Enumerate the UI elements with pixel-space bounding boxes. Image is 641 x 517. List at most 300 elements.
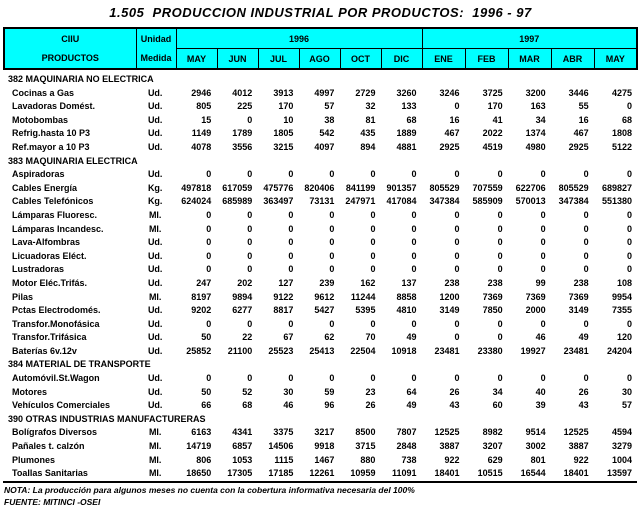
cell-value: 9202 [191,305,212,316]
cell-value: 0 [247,264,253,275]
row-unit: Kg. [147,196,163,207]
cell-value: 8197 [191,291,212,302]
cell-value: 0 [329,237,335,248]
cell-value: 81 [365,114,376,125]
cell-value: 0 [540,169,546,180]
row-unit: Ud. [147,305,163,316]
cell-value: 50 [201,386,212,397]
cell-value: 162 [360,277,376,288]
header-unidad-label: Unidad [140,33,172,44]
cell-value: 0 [497,264,503,275]
cell-value: 0 [329,264,335,275]
cell-value: 23481 [563,345,589,356]
cell-value: 497818 [181,182,212,193]
cell-value: 18401 [563,468,589,479]
cell-value: 49 [406,332,417,343]
month-header-1996: DIC [381,49,422,70]
cell-value: 347384 [429,196,460,207]
cell-value: 2925 [439,141,460,152]
cell-value: 0 [626,169,632,180]
cell-value: 67 [283,332,294,343]
cell-value: 0 [497,223,503,234]
cell-value: 570013 [515,196,546,207]
cell-value: 16 [578,114,589,125]
month-header-1996: MAY [176,49,217,70]
cell-value: 0 [626,237,632,248]
row-unit: Ud. [147,400,163,411]
cell-value: 73131 [309,196,335,207]
cell-value: 0 [288,223,294,234]
cell-value: 4012 [232,87,253,98]
cell-value: 3887 [439,441,460,452]
cell-value: 4519 [482,141,503,152]
cell-value: 801 [530,454,546,465]
cell-value: 0 [454,264,460,275]
cell-value: 0 [626,101,632,112]
cell-value: 238 [573,277,589,288]
cell-value: 2729 [355,87,376,98]
cell-value: 0 [329,318,335,329]
cell-value: 24204 [606,345,632,356]
cell-value: 0 [454,209,460,220]
table-row [3,250,637,264]
cell-value: 7850 [482,305,503,316]
cell-value: 7369 [568,291,589,302]
table-row [3,223,637,237]
header-unidad-medida [136,28,176,69]
cell-value: 9612 [314,291,335,302]
section-row [3,358,637,372]
row-unit: Kg. [147,182,163,193]
month-header-1997: MAR [508,49,551,70]
cell-value: 0 [247,373,253,384]
row-label: Baterías 6v.12v [12,345,77,356]
month-header-1996: JUN [217,49,258,70]
cell-value: 0 [411,250,417,261]
cell-value: 1805 [273,128,294,139]
cell-value: 0 [626,209,632,220]
row-unit: Ml. [148,209,162,220]
cell-value: 0 [370,209,376,220]
cell-value: 16 [449,114,460,125]
cell-value: 707559 [472,182,503,193]
cell-value: 0 [540,373,546,384]
cell-value: 0 [247,223,253,234]
cell-value: 225 [237,101,253,112]
cell-value: 3200 [525,87,546,98]
cell-value: 3149 [439,305,460,316]
cell-value: 3913 [273,87,294,98]
cell-value: 1374 [525,128,546,139]
cell-value: 0 [583,264,589,275]
month-header-1996: AGO [299,49,340,70]
row-unit: Ud. [147,128,163,139]
cell-value: 10918 [391,345,417,356]
cell-value: 38 [324,114,335,125]
cell-value: 0 [370,318,376,329]
cell-value: 689827 [601,182,632,193]
cell-value: 738 [401,454,417,465]
row-unit: Ud. [147,318,163,329]
cell-value: 3207 [482,441,503,452]
row-unit: Ud. [147,101,163,112]
row-label: Ref.mayor a 10 P3 [12,141,90,152]
cell-value: 0 [288,209,294,220]
cell-value: 4881 [396,141,417,152]
cell-value: 0 [411,169,417,180]
header-year-1997: 1997 [422,28,637,49]
cell-value: 0 [497,318,503,329]
row-unit: Ml. [148,468,162,479]
cell-value: 0 [454,373,460,384]
cell-value: 12525 [563,427,589,438]
header-year-row [4,28,637,49]
section-label: 384 MATERIAL DE TRANSPORTE [8,359,151,370]
cell-value: 880 [360,454,376,465]
cell-value: 3725 [482,87,503,98]
cell-value: 14719 [186,441,212,452]
cell-value: 3217 [314,427,335,438]
cell-value: 0 [247,318,253,329]
cell-value: 467 [444,128,460,139]
cell-value: 15 [201,114,212,125]
cell-value: 0 [626,318,632,329]
cell-value: 551380 [601,196,632,207]
cell-value: 2946 [191,87,212,98]
cell-value: 10959 [350,468,376,479]
cell-value: 2022 [482,128,503,139]
cell-value: 622706 [515,182,546,193]
cell-value: 0 [454,332,460,343]
cell-value: 99 [535,277,546,288]
cell-value: 2848 [396,441,417,452]
cell-value: 6277 [232,305,253,316]
cell-value: 238 [444,277,460,288]
cell-value: 467 [573,128,589,139]
table-row [3,114,637,128]
cell-value: 5122 [611,141,632,152]
row-unit: Ud. [147,114,163,125]
section-row [3,155,637,169]
cell-value: 26 [578,386,589,397]
row-unit: Ud. [147,141,163,152]
row-label: Transfor.Monofásica [12,318,100,329]
cell-value: 0 [247,169,253,180]
cell-value: 40 [535,386,546,397]
cell-value: 1889 [396,128,417,139]
cell-value: 11244 [350,291,376,302]
cell-value: 3149 [568,305,589,316]
row-label: Licuadoras Eléct. [12,250,87,261]
cell-value: 2000 [525,305,546,316]
table-row [3,386,637,400]
cell-value: 0 [411,318,417,329]
cell-value: 23380 [477,345,503,356]
cell-value: 1004 [611,454,632,465]
cell-value: 25523 [268,345,294,356]
cell-value: 0 [497,332,503,343]
cell-value: 0 [206,373,212,384]
cell-value: 57 [324,101,335,112]
row-label: Plumones [12,454,56,465]
table-row [3,467,637,481]
bottom-divider [3,481,637,483]
cell-value: 170 [487,101,503,112]
row-unit: Ud. [147,386,163,397]
cell-value: 0 [288,373,294,384]
header-ciiu-label: CIIU [61,33,80,44]
cell-value: 7807 [396,427,417,438]
cell-value: 0 [411,237,417,248]
table-row [3,100,637,114]
cell-value: 435 [360,128,376,139]
cell-value: 0 [626,223,632,234]
cell-value: 17185 [268,468,294,479]
cell-value: 0 [497,373,503,384]
cell-value: 841199 [345,182,376,193]
section-row [3,73,637,87]
cell-value: 14506 [268,441,294,452]
cell-value: 9918 [314,441,335,452]
cell-value: 1789 [232,128,253,139]
row-unit: Ud. [147,169,163,180]
cell-value: 239 [319,277,335,288]
row-unit: Ud. [147,237,163,248]
cell-value: 34 [492,386,503,397]
cell-value: 0 [288,318,294,329]
cell-value: 0 [329,373,335,384]
header-medida-label: Medida [140,52,172,63]
header-productos-label: PRODUCTOS [41,52,99,63]
cell-value: 17305 [227,468,253,479]
row-label: Transfor.Trifásica [12,332,87,343]
cell-value: 10515 [477,468,503,479]
cell-value: 7355 [611,305,632,316]
cell-value: 50 [201,332,212,343]
cell-value: 0 [454,250,460,261]
row-label: Motores [12,386,48,397]
cell-value: 43 [578,400,589,411]
cell-value: 0 [206,237,212,248]
cell-value: 0 [206,318,212,329]
cell-value: 3556 [232,141,253,152]
cell-value: 3215 [273,141,294,152]
cell-value: 542 [319,128,335,139]
cell-value: 108 [616,277,632,288]
cell-value: 585909 [472,196,503,207]
cell-value: 70 [365,332,376,343]
table-body [3,73,637,481]
cell-value: 25852 [186,345,212,356]
cell-value: 363497 [263,196,294,207]
cell-value: 3260 [396,87,417,98]
cell-value: 25413 [309,345,335,356]
cell-value: 60 [492,400,503,411]
section-label: 390 OTRAS INDUSTRIAS MANUFACTURERAS [8,413,206,424]
row-unit: Ml. [148,441,162,452]
cell-value: 3375 [273,427,294,438]
row-label: Motor Eléc.Trifás. [12,277,88,288]
cell-value: 68 [242,400,253,411]
header-year-1996: 1996 [176,28,422,49]
section-label: 383 MAQUINARIA ELECTRICA [8,155,138,166]
cell-value: 0 [206,264,212,275]
table-row [3,345,637,359]
cell-value: 0 [411,373,417,384]
cell-value: 13597 [606,468,632,479]
cell-value: 16544 [520,468,546,479]
cell-value: 163 [530,101,546,112]
header-ciiu-productos [4,28,136,69]
month-header-1996: OCT [340,49,381,70]
row-label: Refrig.hasta 10 P3 [12,128,91,139]
cell-value: 0 [206,209,212,220]
cell-value: 617059 [222,182,253,193]
table-row [3,277,637,291]
table-header [3,27,638,70]
cell-value: 9894 [232,291,253,302]
cell-value: 4078 [191,141,212,152]
cell-value: 0 [370,264,376,275]
cell-value: 18401 [434,468,460,479]
cell-value: 3887 [568,441,589,452]
cell-value: 59 [324,386,335,397]
row-label: Pilas [12,291,34,302]
cell-value: 820406 [304,182,335,193]
cell-value: 624024 [181,196,212,207]
table-row [3,168,637,182]
cell-value: 0 [626,373,632,384]
cell-value: 0 [247,237,253,248]
cell-value: 0 [454,318,460,329]
table-row [3,454,637,468]
row-label: Vehículos Comerciales [12,400,111,411]
cell-value: 0 [540,318,546,329]
table-row [3,426,637,440]
cell-value: 0 [206,223,212,234]
table-row [3,209,637,223]
cell-value: 23 [365,386,376,397]
month-header-1996: JUL [258,49,299,70]
cell-value: 0 [288,169,294,180]
cell-value: 3279 [611,441,632,452]
cell-value: 4341 [232,427,253,438]
cell-value: 0 [626,264,632,275]
cell-value: 46 [283,400,294,411]
cell-value: 0 [497,209,503,220]
row-label: Bolígrafos Diversos [12,427,98,438]
row-label: Lavadoras Domést. [12,101,96,112]
row-label: Cables Telefónicos [12,196,94,207]
page-title: 1.505 PRODUCCION INDUSTRIAL POR PRODUCTOS: 1996 - 97 [109,5,532,20]
cell-value: 247 [196,277,212,288]
cell-value: 0 [247,250,253,261]
row-label: Motobombas [12,114,68,125]
cell-value: 0 [583,223,589,234]
cell-value: 0 [454,237,460,248]
table-row [3,304,637,318]
month-header-1997: ENE [422,49,465,70]
cell-value: 901357 [386,182,417,193]
cell-value: 1053 [232,454,253,465]
cell-value: 922 [573,454,589,465]
cell-value: 52 [242,386,253,397]
cell-value: 3246 [439,87,460,98]
table-row [3,141,637,155]
cell-value: 806 [196,454,212,465]
cell-value: 5395 [355,305,376,316]
cell-value: 0 [583,318,589,329]
table-row [3,182,637,196]
cell-value: 922 [444,454,460,465]
row-unit: Ud. [147,87,163,98]
cell-value: 0 [626,250,632,261]
cell-value: 64 [406,386,417,397]
cell-value: 4980 [525,141,546,152]
cell-value: 7369 [482,291,503,302]
cell-value: 8817 [273,305,294,316]
cell-value: 8982 [482,427,503,438]
cell-value: 0 [247,209,253,220]
cell-value: 0 [288,264,294,275]
row-label: Cables Energía [12,182,78,193]
cell-value: 0 [583,373,589,384]
cell-value: 12261 [309,468,335,479]
cell-value: 133 [401,101,417,112]
cell-value: 0 [370,250,376,261]
cell-value: 7369 [525,291,546,302]
cell-value: 0 [370,169,376,180]
cell-value: 8858 [396,291,417,302]
section-label: 382 MAQUINARIA NO ELECTRICA [8,74,154,84]
cell-value: 4275 [611,87,632,98]
cell-value: 0 [206,169,212,180]
cell-value: 347384 [558,196,589,207]
cell-value: 127 [278,277,294,288]
cell-value: 0 [370,373,376,384]
row-unit: Ud. [147,332,163,343]
cell-value: 0 [288,250,294,261]
table-row [3,195,637,209]
cell-value: 0 [411,223,417,234]
cell-value: 57 [621,400,632,411]
table-row [3,318,637,332]
cell-value: 30 [621,386,632,397]
cell-value: 34 [535,114,546,125]
cell-value: 0 [454,223,460,234]
cell-value: 0 [540,264,546,275]
row-label: Lámparas Incandesc. [12,223,104,234]
cell-value: 805529 [558,182,589,193]
table-row [3,372,637,386]
row-label: Toallas Sanitarias [12,468,88,479]
cell-value: 5427 [314,305,335,316]
cell-value: 10 [283,114,294,125]
cell-value: 4097 [314,141,335,152]
cell-value: 629 [487,454,503,465]
cell-value: 202 [237,277,253,288]
month-header-1997: MAY [594,49,637,70]
cell-value: 0 [540,223,546,234]
cell-value: 62 [324,332,335,343]
cell-value: 26 [365,400,376,411]
cell-value: 0 [540,237,546,248]
cell-value: 3446 [568,87,589,98]
row-label: Pañales t. calzón [12,441,85,452]
cell-value: 805 [196,101,212,112]
row-label: Lava-Alfombras [12,237,81,248]
row-unit: Ud. [147,373,163,384]
